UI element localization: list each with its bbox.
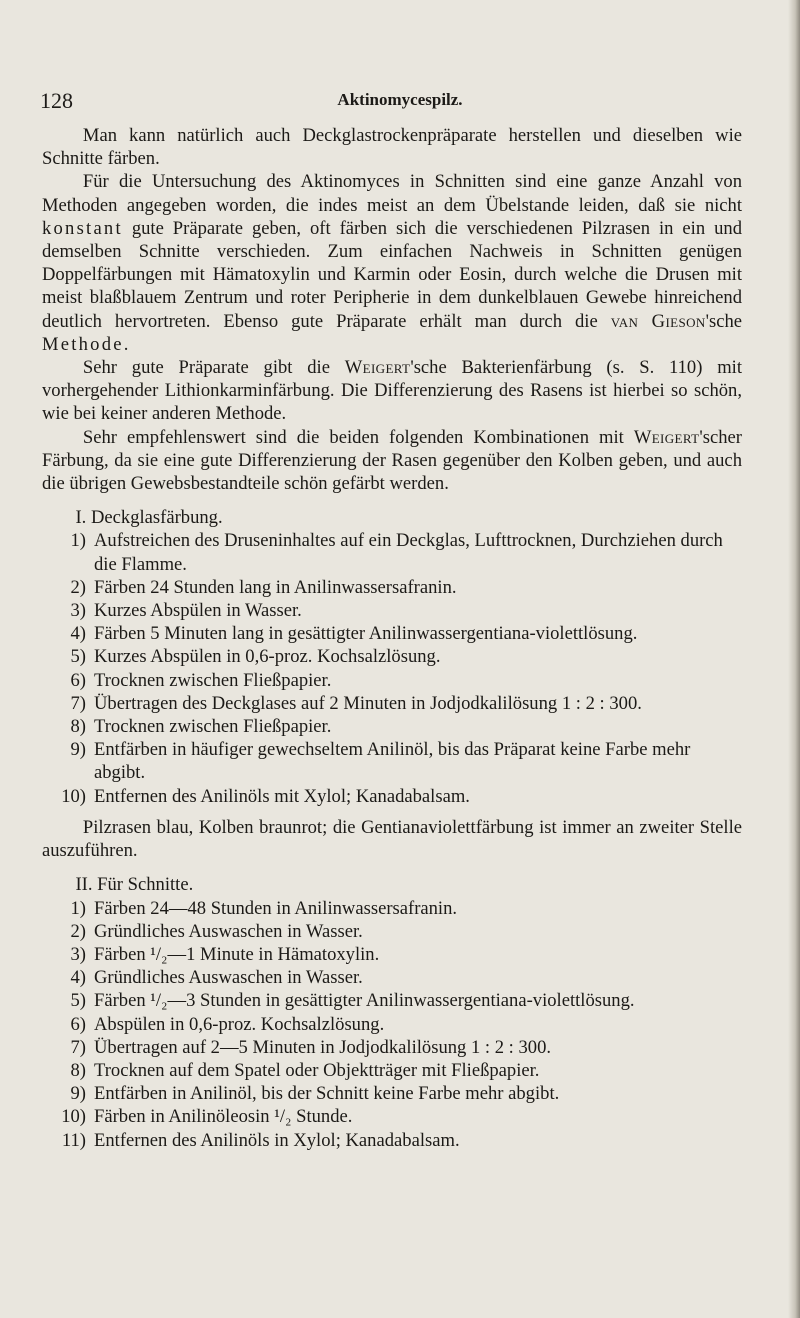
list-item-text: Färben ¹/₂—1 Minute in Hämatoxylin. bbox=[94, 943, 380, 965]
list-item-text: Gründliches Auswaschen in Wasser. bbox=[94, 967, 363, 989]
list-item bbox=[42, 669, 742, 692]
page-number: 128 bbox=[40, 88, 73, 113]
paragraph-text: Für die Untersuchung des Aktinomyces in Schnitten sind eine ganze Anzahl von Methoden angegeben worden, die indes meist an dem Übelstande leiden, daß sie nicht bbox=[42, 171, 742, 216]
list-item-number: 5) bbox=[70, 646, 86, 668]
list-item bbox=[42, 1013, 742, 1036]
list-item-text: Kurzes Abspülen in Wasser. bbox=[94, 600, 302, 622]
list-item-text: Entfernen des Anilinöls mit Xylol; Kanadabalsam. bbox=[94, 785, 470, 807]
section-heading-deckglas: I. Deckglasfärbung. bbox=[75, 507, 223, 529]
paragraph-text: 'sche Bakterienfärbung (s. S. 110) mit vorhergehender Lithionkarminfärbung. Die Differenzierung des Rasens ist hierbei so schön, wie bei keiner anderen Methode. bbox=[42, 357, 742, 425]
list-item bbox=[42, 1129, 742, 1152]
list-item bbox=[42, 943, 742, 966]
list-item-text: Trocknen zwischen Fließpapier. bbox=[94, 716, 332, 738]
list-item bbox=[42, 1105, 742, 1128]
author-name: Weigert bbox=[344, 357, 411, 379]
list-item-number: 2) bbox=[70, 920, 86, 942]
paragraph-intro: Man kann natürlich auch Deckglastrockenpräparate herstellen und dieselben wie Schnitte färben. bbox=[42, 125, 742, 170]
list-item-text: Übertragen des Deckglases auf 2 Minuten in Jodjodkalilösung 1 : 2 : 300. bbox=[94, 692, 642, 714]
paragraph-text: Sehr gute Präparate gibt die bbox=[82, 357, 345, 379]
list-item bbox=[42, 622, 742, 645]
list-item-number: 3) bbox=[70, 943, 86, 965]
list-item-number: 10) bbox=[61, 1106, 86, 1128]
list-item-number: 5) bbox=[70, 990, 86, 1012]
list-item-number: 1) bbox=[70, 530, 86, 552]
procedure-list-deckglas bbox=[42, 529, 742, 807]
list-item-number: 6) bbox=[70, 669, 86, 691]
author-name: Weigert bbox=[633, 426, 700, 448]
list-item-number: 4) bbox=[70, 623, 86, 645]
list-item-text: Färben 24—48 Stunden in Anilinwassersafranin. bbox=[94, 897, 458, 919]
list-item bbox=[42, 1036, 742, 1059]
list-item bbox=[42, 715, 742, 738]
paragraph-combinations bbox=[42, 426, 742, 496]
list-item bbox=[42, 897, 742, 920]
list-item bbox=[42, 645, 742, 668]
paragraph-text: Sehr empfehlenswert sind die beiden folgenden Kombinationen mit bbox=[82, 426, 634, 448]
paragraph-text: 'sche bbox=[705, 310, 743, 332]
running-title: Aktinomycespilz. bbox=[337, 90, 463, 109]
paragraph-result: Pilzrasen blau, Kolben braunrot; die Gentianaviolettfärbung ist immer an zweiter Stelle auszuführen. bbox=[42, 816, 742, 862]
list-item bbox=[42, 920, 742, 943]
list-item bbox=[42, 989, 742, 1012]
list-item bbox=[42, 785, 742, 808]
emphasis-text: konstant bbox=[42, 217, 123, 239]
list-item-text: Trocknen zwischen Fließpapier. bbox=[94, 669, 332, 691]
list-item-text: Entfärben in häufiger gewechseltem Anilinöl, bis das Präparat keine Farbe mehr abgibt. bbox=[94, 739, 691, 784]
section-heading-schnitte: II. Für Schnitte. bbox=[75, 874, 194, 896]
list-item bbox=[42, 529, 742, 575]
list-item-number: 11) bbox=[61, 1129, 86, 1151]
paragraph-text: gute Präparate geben, oft färben sich die verschiedenen Pilzrasen in ein und demselben Schnitte verschieden. Zum einfachen Nachweis in Schnitten genügen Doppelfärbungen mit Hämatoxylin und Karmin oder Eosin, durch welche die Drusen mit meist blaßblauem Zentrum und roter Peripherie in dem dunkelblauen Gewebe hinreichend deutlich hervortreten. Ebenso gute Präparate erhält man durch die bbox=[42, 217, 742, 332]
list-item-number: 7) bbox=[70, 692, 86, 714]
list-item-number: 9) bbox=[70, 739, 86, 761]
paragraph-methods bbox=[42, 170, 742, 356]
list-item-text: Kurzes Abspülen in 0,6-proz. Kochsalzlösung. bbox=[94, 646, 441, 668]
list-item bbox=[42, 966, 742, 989]
list-item-text: Färben 24 Stunden lang in Anilinwassersafranin. bbox=[94, 576, 457, 598]
list-item-number: 7) bbox=[70, 1036, 86, 1058]
list-item-number: 10) bbox=[61, 785, 86, 807]
list-item-number: 2) bbox=[70, 576, 86, 598]
list-item-number: 3) bbox=[70, 600, 86, 622]
list-item-text: Färben in Anilinöleosin ¹/₂ Stunde. bbox=[94, 1106, 353, 1128]
list-item-number: 9) bbox=[70, 1083, 86, 1105]
list-item-text: Entfärben in Anilinöl, bis der Schnitt keine Farbe mehr abgibt. bbox=[94, 1083, 560, 1105]
list-item-text: Färben 5 Minuten lang in gesättigter Anilinwassergentiana-violettlösung. bbox=[94, 623, 638, 645]
list-item-text: Gründliches Auswaschen in Wasser. bbox=[94, 920, 363, 942]
emphasis-text: Methode. bbox=[42, 333, 131, 355]
page-body bbox=[42, 124, 742, 1152]
list-item-number: 8) bbox=[70, 1059, 86, 1081]
list-item bbox=[42, 1082, 742, 1105]
page-edge-shadow bbox=[788, 0, 800, 1318]
list-item bbox=[42, 738, 742, 784]
list-item-text: Übertragen auf 2—5 Minuten in Jodjodkalilösung 1 : 2 : 300. bbox=[94, 1036, 552, 1058]
list-item-text: Trocknen auf dem Spatel oder Objektträger mit Fließpapier. bbox=[94, 1059, 540, 1081]
list-item-text: Aufstreichen des Druseninhaltes auf ein Deckglas, Lufttrocknen, Durchziehen durch die Flamme. bbox=[94, 530, 723, 575]
list-item-number: 4) bbox=[70, 967, 86, 989]
page-header bbox=[40, 88, 760, 114]
procedure-list-schnitte bbox=[42, 897, 742, 1152]
list-item-text: Entfernen des Anilinöls in Xylol; Kanadabalsam. bbox=[94, 1129, 460, 1151]
paragraph-text: 'scher Färbung, da sie eine gute Differenzierung der Rasen gegenüber den Kolben geben, und auch die übrigen Gewebsbestandteile schön gefärbt werden. bbox=[42, 426, 742, 495]
paragraph-weigert bbox=[42, 356, 742, 426]
list-item-number: 1) bbox=[70, 897, 86, 919]
list-item-text: Abspülen in 0,6-proz. Kochsalzlösung. bbox=[94, 1013, 385, 1035]
list-item-text: Färben ¹/₂—3 Stunden in gesättigter Anilinwassergentiana-violettlösung. bbox=[94, 990, 635, 1012]
list-item bbox=[42, 576, 742, 599]
list-item-number: 6) bbox=[70, 1013, 86, 1035]
list-item-number: 8) bbox=[70, 716, 86, 738]
author-name: van Gieson bbox=[610, 310, 706, 332]
list-item bbox=[42, 692, 742, 715]
list-item bbox=[42, 599, 742, 622]
list-item bbox=[42, 1059, 742, 1082]
